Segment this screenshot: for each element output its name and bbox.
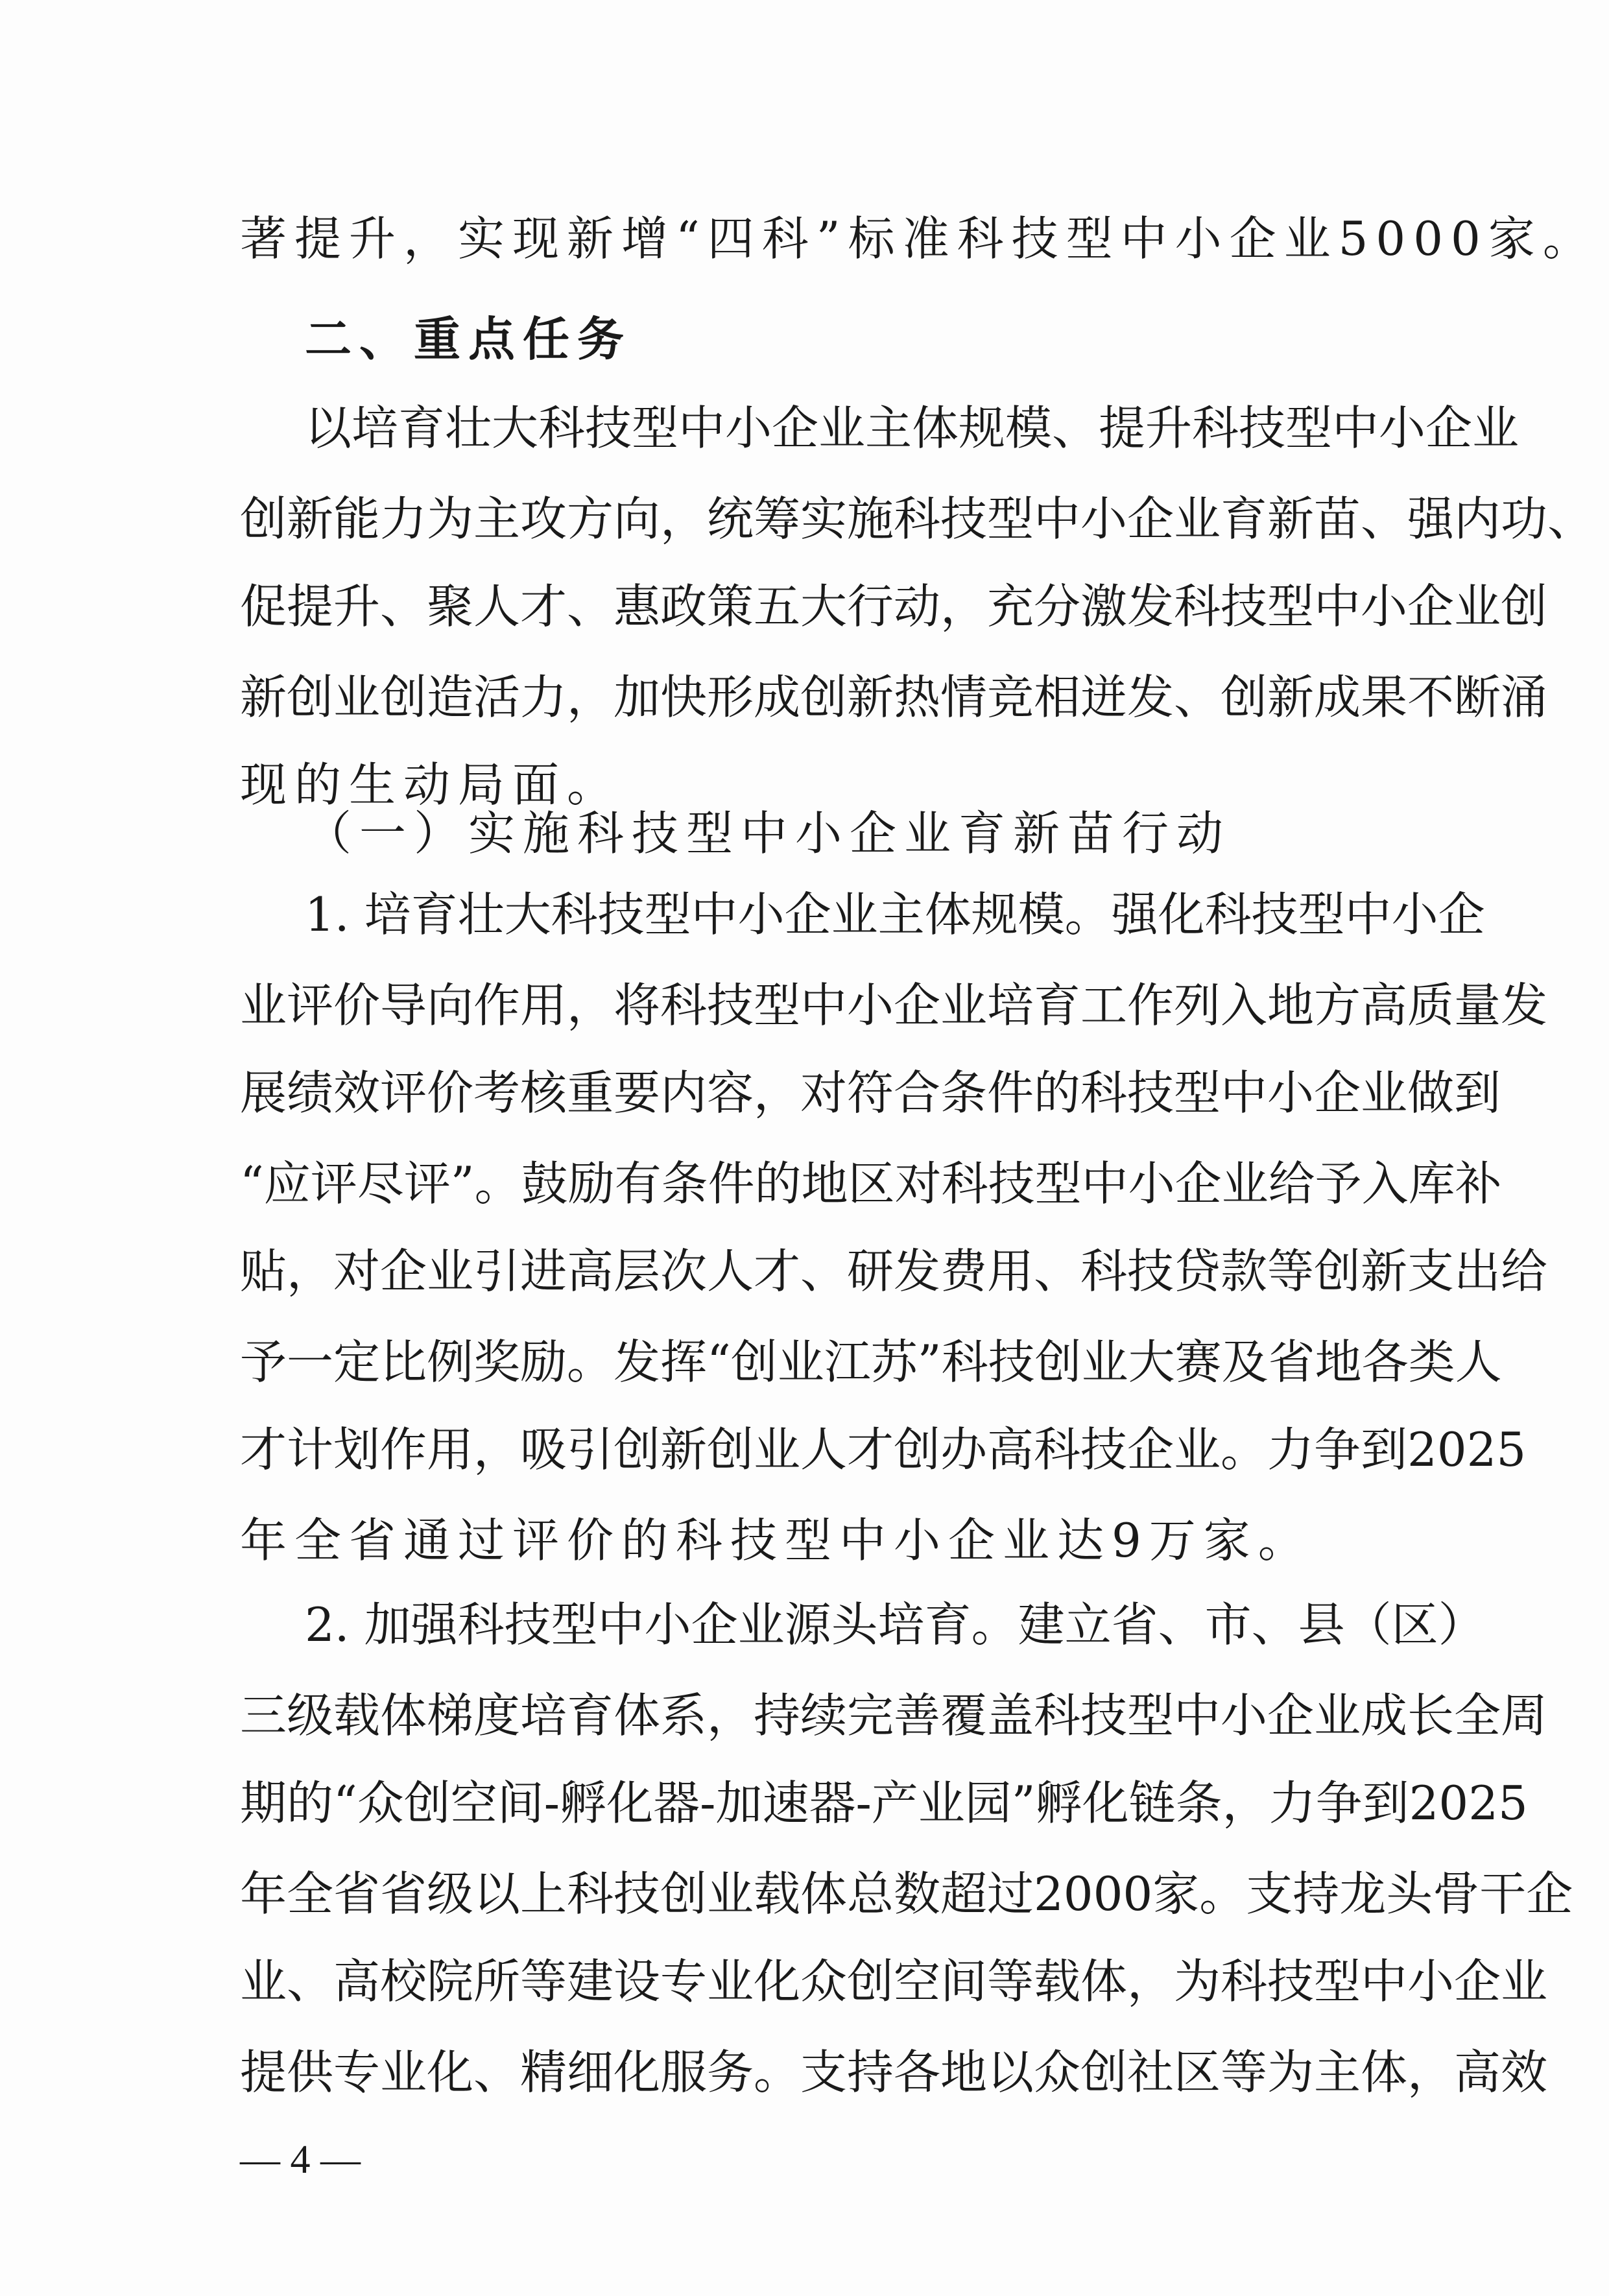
subsection-heading: （一）实施科技型中小企业育新苗行动 <box>305 806 1232 861</box>
text-line: 年全省省级以上科技创业载体总数超过2000家。支持龙头骨干企 <box>240 1867 1573 1921</box>
text-line: 促提升、聚人才、惠政策五大行动，充分激发科技型中小企业创 <box>240 579 1548 634</box>
text-line: 期的“众创空间-孵化器-加速器-产业园”孵化链条，力争到2025 <box>240 1776 1528 1830</box>
text-line: 业评价导向作用，将科技型中小企业培育工作列入地方高质量发 <box>240 978 1548 1033</box>
text-line: 三级载体梯度培育体系，持续完善覆盖科技型中小企业成长全周 <box>240 1688 1548 1743</box>
text-line: 予一定比例奖励。发挥“创业江苏”科技创业大赛及省地各类人 <box>240 1335 1502 1389</box>
page-number: — 4 — <box>240 2138 361 2182</box>
text-line: 提供专业化、精细化服务。支持各地以众创社区等为主体，高效 <box>240 2045 1548 2099</box>
text-line: 以培育壮大科技型中小企业主体规模、提升科技型中小企业 <box>305 401 1520 455</box>
text-line: 展绩效评价考核重要内容，对符合条件的科技型中小企业做到 <box>240 1066 1501 1120</box>
text-line: 业、高校院所等建设专业化众创空间等载体，为科技型中小企业 <box>240 1954 1548 2009</box>
text-line: 现的生动局面。 <box>240 758 622 812</box>
text-line: “应评尽评”。鼓励有条件的地区对科技型中小企业给予入库补 <box>240 1156 1502 1211</box>
text-line: 1. 培育壮大科技型中小企业主体规模。强化科技型中小企 <box>305 887 1485 942</box>
text-line: 年全省通过评价的科技型中小企业达9万家。 <box>240 1513 1313 1568</box>
text-line: 才计划作用，吸引创新创业人才创办高科技企业。力争到2025 <box>240 1422 1527 1477</box>
text-line: 2. 加强科技型中小企业源头培育。建立省、市、县（区） <box>305 1597 1485 1652</box>
text-line: 贴，对企业引进高层次人才、研发费用、科技贷款等创新支出给 <box>240 1244 1548 1298</box>
text-line: 新创业创造活力，加快形成创新热情竞相迸发、创新成果不断涌 <box>240 670 1548 724</box>
section-heading: 二、重点任务 <box>305 312 632 366</box>
text-line: 著提升，实现新增“四科”标准科技型中小企业5000家。 <box>240 211 1597 266</box>
text-line: 创新能力为主攻方向，统筹实施科技型中小企业育新苗、强内功、 <box>240 492 1595 546</box>
